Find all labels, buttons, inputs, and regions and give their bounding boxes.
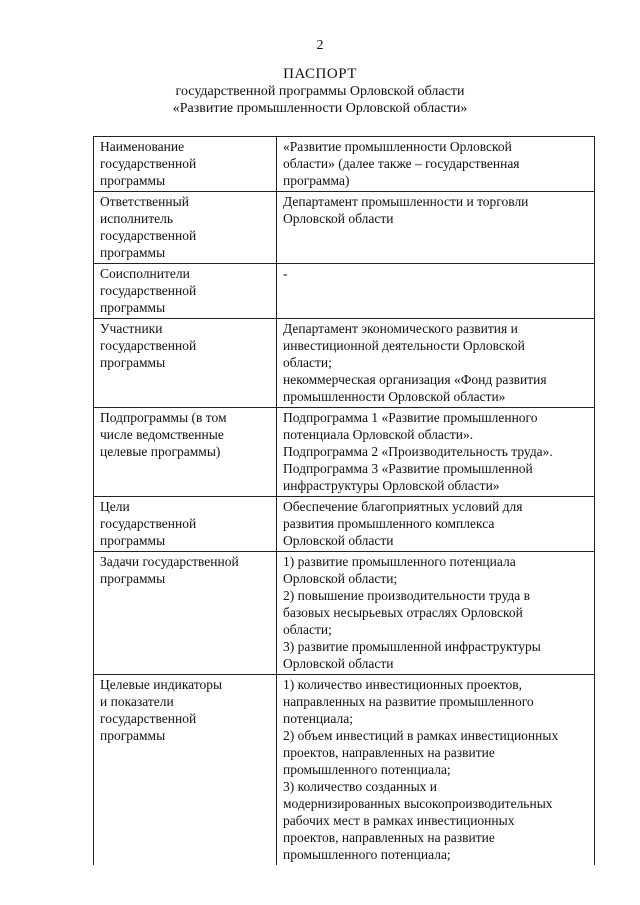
passport-table: [93, 136, 595, 865]
document-subtitle-line-1: государственной программы Орловской области: [175, 84, 465, 99]
row-value-line: проектов, направленных на развитие: [283, 745, 495, 760]
row-label-line: Соисполнители: [100, 266, 190, 281]
row-value-cell: [277, 264, 595, 319]
row-value-line: «Развитие промышленности Орловской: [283, 139, 512, 154]
row-value-line: 1) количество инвестиционных проектов,: [283, 677, 522, 692]
row-value-line: 3) количество созданных и: [283, 779, 438, 794]
row-value-line: промышленности Орловской области»: [283, 389, 506, 404]
row-label-line: программы: [100, 533, 166, 548]
row-label-line: Участники: [100, 321, 163, 336]
row-value-cell: [277, 497, 595, 552]
row-value-line: некоммерческая организация «Фонд развития: [283, 372, 547, 387]
row-label-line: Цели: [100, 499, 130, 514]
row-value-line: Департамент экономического развития и: [283, 321, 518, 336]
row-label-line: государственной: [100, 516, 197, 531]
row-value-line: -: [283, 266, 288, 281]
row-label-line: государственной: [100, 228, 197, 243]
row-label-line: государственной: [100, 338, 197, 353]
row-label-cell: [94, 552, 277, 675]
row-label-line: программы: [100, 173, 166, 188]
row-value-cell: [277, 192, 595, 264]
row-value-line: области;: [283, 355, 332, 370]
document-title: ПАСПОРТ: [283, 66, 357, 82]
row-label-line: и показатели: [100, 694, 174, 709]
row-value-line: потенциала Орловской области».: [283, 427, 474, 442]
row-value-line: Подпрограмма 2 «Производительность труда».: [283, 444, 553, 459]
document-heading: [0, 66, 640, 117]
table-row: [94, 192, 595, 264]
row-value-line: 2) повышение производительности труда в: [283, 588, 530, 603]
row-value-line: Орловской области: [283, 533, 394, 548]
table-row: [94, 497, 595, 552]
row-label-line: Подпрограммы (в том: [100, 410, 227, 425]
row-label-line: целевые программы): [100, 444, 221, 459]
row-value-line: промышленного потенциала;: [283, 847, 451, 862]
row-value-line: Орловской области: [283, 211, 394, 226]
row-value-cell: [277, 675, 595, 866]
row-label-cell: [94, 264, 277, 319]
row-value-line: Орловской области: [283, 656, 394, 671]
row-value-cell: [277, 408, 595, 497]
row-value-line: промышленного потенциала;: [283, 762, 451, 777]
table-row: [94, 137, 595, 192]
row-label-cell: [94, 192, 277, 264]
row-label-line: государственной: [100, 711, 197, 726]
row-label-line: программы: [100, 300, 166, 315]
table-row: [94, 408, 595, 497]
row-value-line: области» (далее также – государственная: [283, 156, 520, 171]
row-label-line: Наименование: [100, 139, 185, 154]
row-label-cell: [94, 319, 277, 408]
document-subtitle-line-2: «Развитие промышленности Орловской области»: [172, 101, 468, 116]
row-value-line: Департамент промышленности и торговли: [283, 194, 529, 209]
row-value-line: направленных на развитие промышленного: [283, 694, 534, 709]
row-value-line: Орловской области;: [283, 571, 398, 586]
table-row: [94, 319, 595, 408]
row-value-cell: [277, 137, 595, 192]
row-value-line: Подпрограмма 3 «Развитие промышленной: [283, 461, 533, 476]
row-label-line: программы: [100, 571, 166, 586]
row-label-line: программы: [100, 728, 166, 743]
row-label-line: государственной: [100, 283, 197, 298]
row-label-cell: [94, 408, 277, 497]
row-label-cell: [94, 675, 277, 866]
row-label-line: Задачи государственной: [100, 554, 239, 569]
row-label-cell: [94, 137, 277, 192]
row-value-line: проектов, направленных на развитие: [283, 830, 495, 845]
row-value-line: 2) объем инвестиций в рамках инвестиционных: [283, 728, 559, 743]
row-label-line: программы: [100, 245, 166, 260]
row-value-line: Подпрограмма 1 «Развитие промышленного: [283, 410, 538, 425]
passport-table-body: [94, 137, 595, 866]
row-value-line: инвестиционной деятельности Орловской: [283, 338, 525, 353]
table-row: [94, 552, 595, 675]
page-number: 2: [316, 38, 324, 53]
row-value-cell: [277, 319, 595, 408]
row-value-line: инфраструктуры Орловской области»: [283, 478, 500, 493]
row-label-line: Целевые индикаторы: [100, 677, 223, 692]
row-value-line: базовых несырьевых отраслях Орловской: [283, 605, 523, 620]
row-label-line: программы: [100, 355, 166, 370]
row-value-line: 3) развитие промышленной инфраструктуры: [283, 639, 541, 654]
row-value-line: развития промышленного комплекса: [283, 516, 495, 531]
row-label-line: государственной: [100, 156, 197, 171]
table-row: [94, 675, 595, 866]
row-value-line: модернизированных высокопроизводительных: [283, 796, 553, 811]
row-value-line: Обеспечение благоприятных условий для: [283, 499, 523, 514]
row-label-line: исполнитель: [100, 211, 173, 226]
row-value-line: 1) развитие промышленного потенциала: [283, 554, 516, 569]
row-label-line: числе ведомственные: [100, 427, 224, 442]
table-row: [94, 264, 595, 319]
row-label-line: Ответственный: [100, 194, 189, 209]
row-value-line: рабочих мест в рамках инвестиционных: [283, 813, 515, 828]
row-value-cell: [277, 552, 595, 675]
row-label-cell: [94, 497, 277, 552]
row-value-line: программа): [283, 173, 350, 188]
row-value-line: потенциала;: [283, 711, 353, 726]
row-value-line: области;: [283, 622, 332, 637]
